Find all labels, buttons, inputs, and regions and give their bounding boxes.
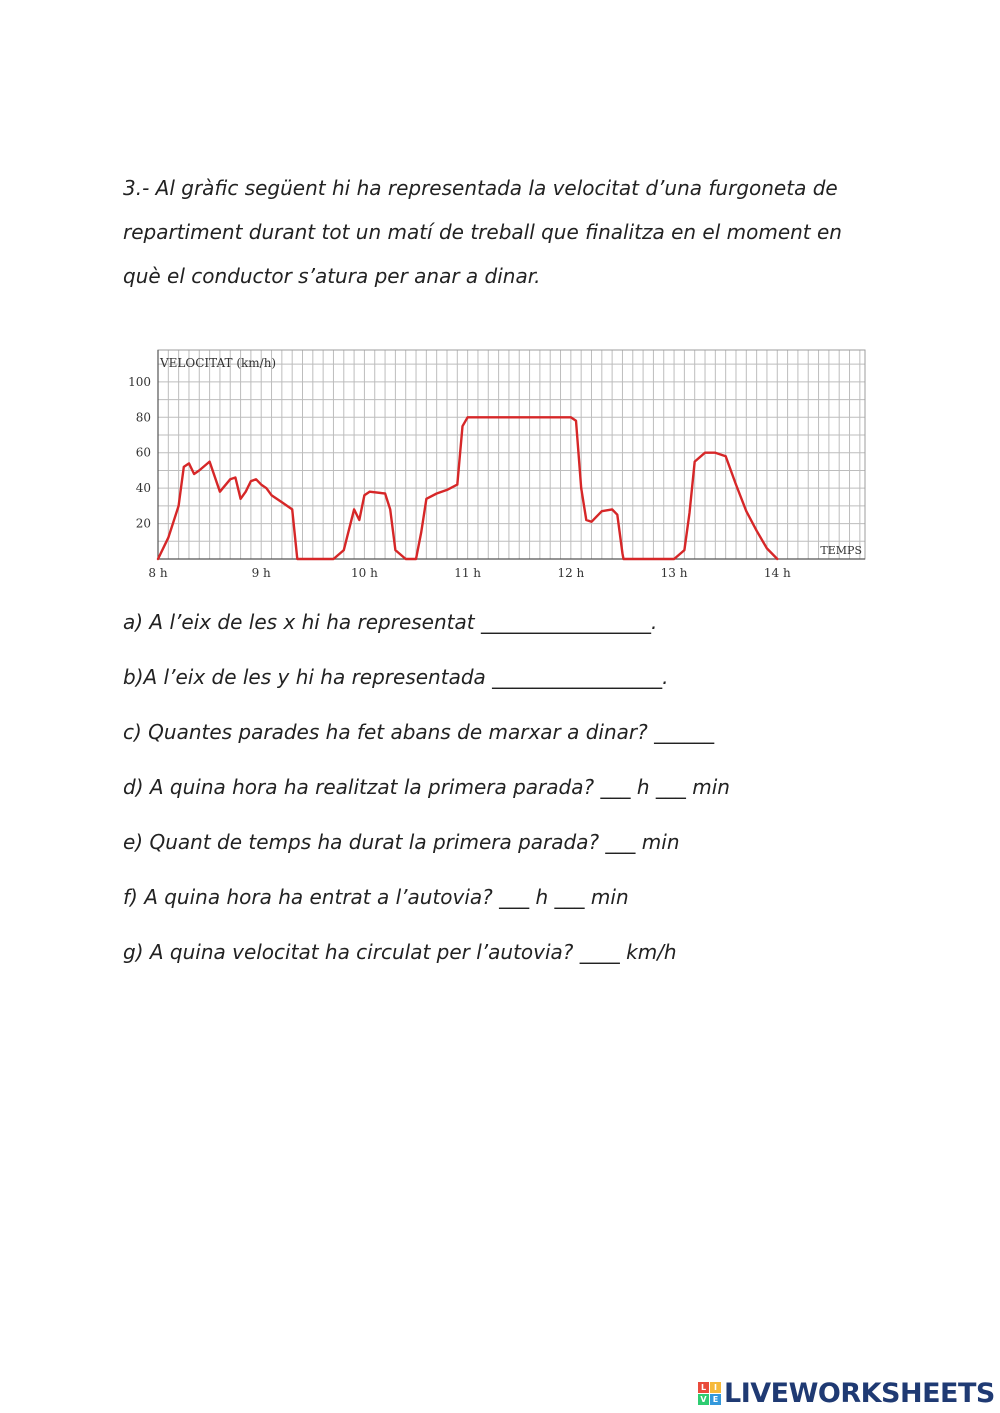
question-d: d) A quina hora ha realitzat la primera parada? ___ h ___ min [123, 775, 730, 799]
velocity-chart [110, 340, 880, 590]
question-e: e) Quant de temps ha durat la primera parada? ___ min [123, 830, 680, 854]
intro-line: 3.- Al gràfic següent hi ha representada la velocitat d’una furgoneta de [123, 176, 838, 200]
x-tick-label: 12 h [557, 566, 585, 580]
plot-frame [158, 350, 865, 559]
question-f: f) A quina hora ha entrat a l’autovia? ___ h ___ min [123, 885, 629, 909]
liveworksheets-brand [698, 1376, 995, 1410]
intro-line: repartiment durant tot un matí de treball que finalitza en el moment en [123, 220, 842, 244]
x-tick-label: 8 h [148, 566, 168, 580]
x-axis-label: TEMPS [820, 544, 862, 557]
logo-letter: I [710, 1382, 721, 1393]
y-tick-label: 40 [135, 481, 151, 496]
intro-paragraph [123, 166, 883, 298]
logo-letter: V [698, 1394, 709, 1405]
brand-name: LIVEWORKSHEETS [724, 1377, 995, 1409]
liveworksheets-logo-icon [698, 1382, 721, 1405]
question-b: b)A l’eix de les y hi ha representada _________________. [123, 665, 669, 689]
logo-letter: L [698, 1382, 709, 1393]
y-tick-labels [128, 375, 151, 531]
question-c: c) Quantes parades ha fet abans de marxar a dinar? ______ [123, 720, 715, 744]
y-axis-label: VELOCITAT (km/h) [160, 356, 277, 370]
logo-letter: E [710, 1394, 721, 1405]
x-tick-label: 10 h [351, 566, 378, 580]
x-tick-label: 13 h [660, 566, 688, 580]
x-tick-labels [148, 566, 791, 580]
intro-line: què el conductor s’atura per anar a dinar. [123, 264, 541, 288]
x-tick-label: 9 h [251, 566, 271, 580]
x-tick-label: 14 h [763, 566, 791, 580]
question-a: a) A l’eix de les x hi ha representat _________________. [123, 610, 658, 634]
y-tick-label: 60 [135, 445, 151, 460]
chart-grid [158, 350, 865, 559]
chart-axes [158, 350, 865, 559]
y-tick-label: 100 [128, 374, 151, 389]
x-tick-label: 11 h [454, 566, 482, 580]
y-tick-label: 80 [135, 410, 151, 425]
y-tick-label: 20 [135, 516, 151, 531]
question-g: g) A quina velocitat ha circulat per l’autovia? ____ km/h [123, 940, 677, 964]
